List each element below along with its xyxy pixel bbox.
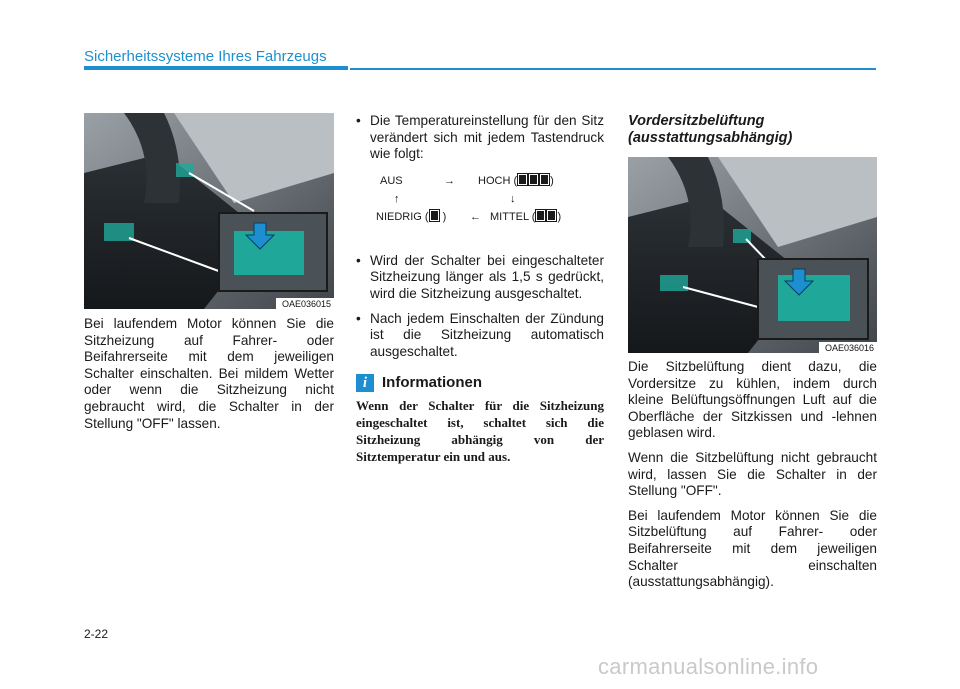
figure-code: OAE036016 bbox=[819, 342, 877, 353]
seat-ventilation-switch-photo bbox=[628, 157, 877, 353]
section-rule-right bbox=[350, 68, 876, 70]
info-title: Informationen bbox=[382, 374, 482, 392]
column-3-body bbox=[628, 359, 877, 599]
bullet-item: • Wird der Schalter bei eingeschalteter Sitzheizung länger als 1,5 s gedrückt, wird die Sitzheizung ausgeschaltet. bbox=[356, 253, 604, 303]
page-number: 2-22 bbox=[84, 627, 109, 641]
arrow-left-icon: ← bbox=[470, 210, 481, 223]
level-low: NIEDRIG ( ) bbox=[376, 210, 447, 223]
column-3 bbox=[628, 113, 877, 157]
section-title: Sicherheitssysteme Ihres Fahrzeugs bbox=[84, 48, 327, 65]
console-illustration bbox=[84, 113, 334, 309]
heat-level-diagram bbox=[360, 171, 590, 241]
info-text: Wenn der Schalter für die Sitzheizung eingeschaltet ist, schaltet sich die Sitzheizung abhängig von der Sitztemperatur ein und aus. bbox=[356, 398, 604, 464]
level-medium: MITTEL ( ) bbox=[490, 210, 562, 223]
watermark: carmanualsonline.info bbox=[598, 654, 819, 679]
figure-code: OAE036015 bbox=[276, 298, 334, 309]
info-header bbox=[356, 374, 604, 392]
level-high: HOCH ( ) bbox=[478, 174, 554, 187]
arrow-down-icon: ↓ bbox=[510, 192, 516, 205]
arrow-right-icon: → bbox=[444, 174, 455, 187]
body-paragraph: Die Sitzbelüftung dient dazu, die Vordersitze zu kühlen, indem durch kleine Belüftungsöffnungen Luft auf die Oberfläche der Sitzkissen und -lehnen geblasen wird. bbox=[628, 359, 877, 441]
section-rule-left bbox=[84, 66, 348, 70]
section-heading: Vordersitzbelüftung (ausstattungsabhängig) bbox=[628, 113, 793, 146]
arrow-up-icon: ↑ bbox=[394, 192, 400, 205]
bullet-item: • Nach jedem Einschalten der Zündung ist die Sitzheizung automatisch ausgeschaltet. bbox=[356, 311, 604, 361]
column-2 bbox=[356, 113, 604, 474]
console-illustration-2 bbox=[628, 157, 877, 353]
bullet-item: • Die Temperatureinstellung für den Sitz verändert sich mit jedem Tastendruck wie folgt: bbox=[356, 113, 604, 163]
seat-heater-switch-photo bbox=[84, 113, 334, 309]
column-1 bbox=[84, 316, 334, 440]
body-paragraph: Bei laufendem Motor können Sie die Sitzbelüftung auf Fahrer- oder Beifahrerseite mit dem jeweiligen Schalter einschalten (ausstattungsabhängig). bbox=[628, 507, 877, 590]
body-paragraph: Wenn die Sitzbelüftung nicht gebraucht wird, lassen Sie die Schalter in der Stellung "OFF". bbox=[628, 449, 877, 499]
level-off: AUS bbox=[380, 174, 403, 187]
info-icon: i bbox=[356, 374, 374, 392]
body-paragraph: Bei laufendem Motor können Sie die Sitzheizung auf Fahrer- oder Beifahrerseite mit dem jeweiligen Schalter einschalten. Bei mildem Wetter oder wenn die Sitzheizung nicht gebraucht wird, die Schalter in der Stellung "OFF" lassen. bbox=[84, 316, 334, 431]
